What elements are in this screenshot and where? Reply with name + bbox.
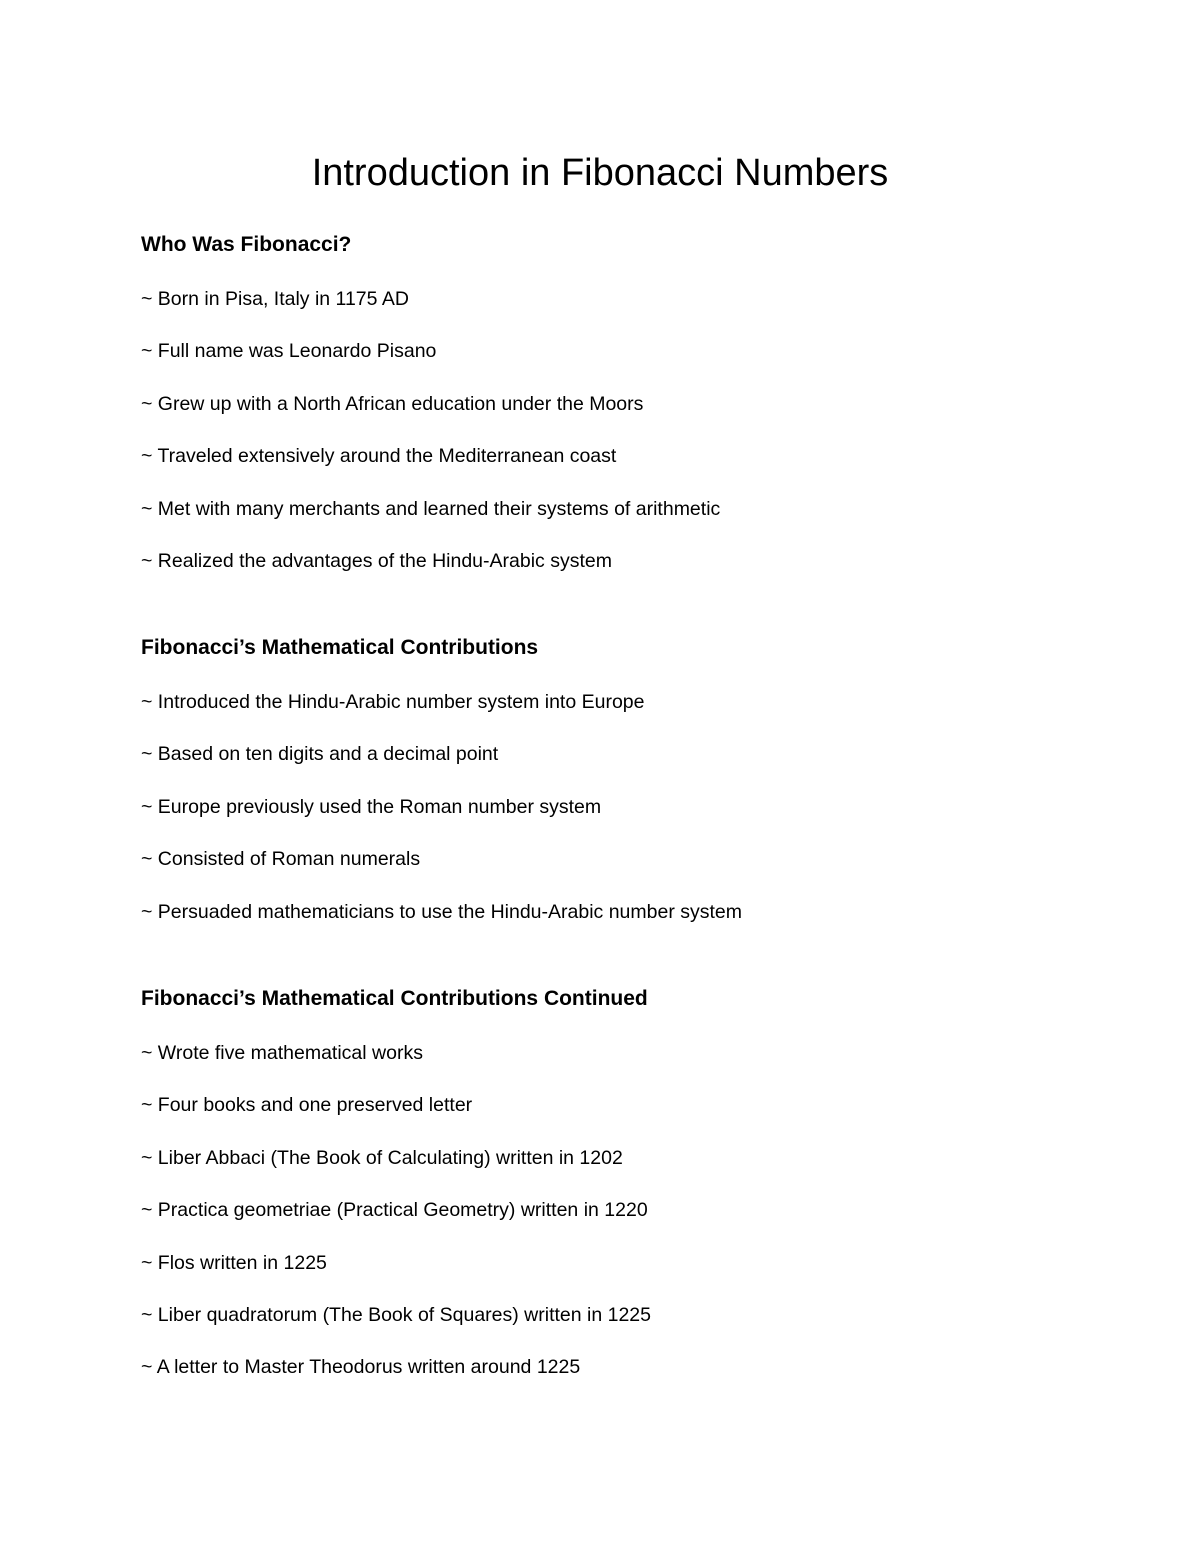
list-item: ~ Four books and one preserved letter [141,1094,473,1117]
list-item: ~ Traveled extensively around the Mediterranean coast [141,445,617,468]
list-item: ~ Liber quadratorum (The Book of Squares) written in 1225 [141,1303,651,1326]
list-item: ~ Flos written in 1225 [141,1251,327,1274]
list-item: ~ A letter to Master Theodorus written around 1225 [141,1356,581,1379]
section-mathematical-contributions-continued [141,984,1101,1405]
list-item: ~ Met with many merchants and learned their systems of arithmetic [141,497,721,520]
bullet-list [141,1038,1101,1382]
document-title: Introduction in Fibonacci Numbers [311,152,889,194]
list-item: ~ Full name was Leonardo Pisano [141,340,437,363]
list-item: ~ Introduced the Hindu-Arabic number system into Europe [141,691,645,713]
bullet-list [141,687,1101,927]
section-heading: Fibonacci’s Mathematical Contributions [141,636,539,659]
section-heading: Who Was Fibonacci? [141,233,352,256]
section-heading: Fibonacci’s Mathematical Contributions Continued [141,987,648,1010]
list-item: ~ Persuaded mathematicians to use the Hindu-Arabic number system [141,900,743,923]
list-item: ~ Realized the advantages of the Hindu-Arabic system [141,549,612,572]
list-item: ~ Wrote five mathematical works [141,1042,423,1064]
section-who-was-fibonacci [141,230,1101,598]
list-item: ~ Based on ten digits and a decimal point [141,743,499,766]
list-item: ~ Born in Pisa, Italy in 1175 AD [141,288,409,310]
list-item: ~ Europe previously used the Roman number system [141,795,602,818]
list-item: ~ Consisted of Roman numerals [141,848,421,871]
list-item: ~ Practica geometriae (Practical Geometry) written in 1220 [141,1199,648,1222]
bullet-list [141,284,1101,576]
list-item: ~ Liber Abbaci (The Book of Calculating) written in 1202 [141,1146,623,1169]
list-item: ~ Grew up with a North African education under the Moors [141,392,644,415]
section-mathematical-contributions [141,633,1101,949]
